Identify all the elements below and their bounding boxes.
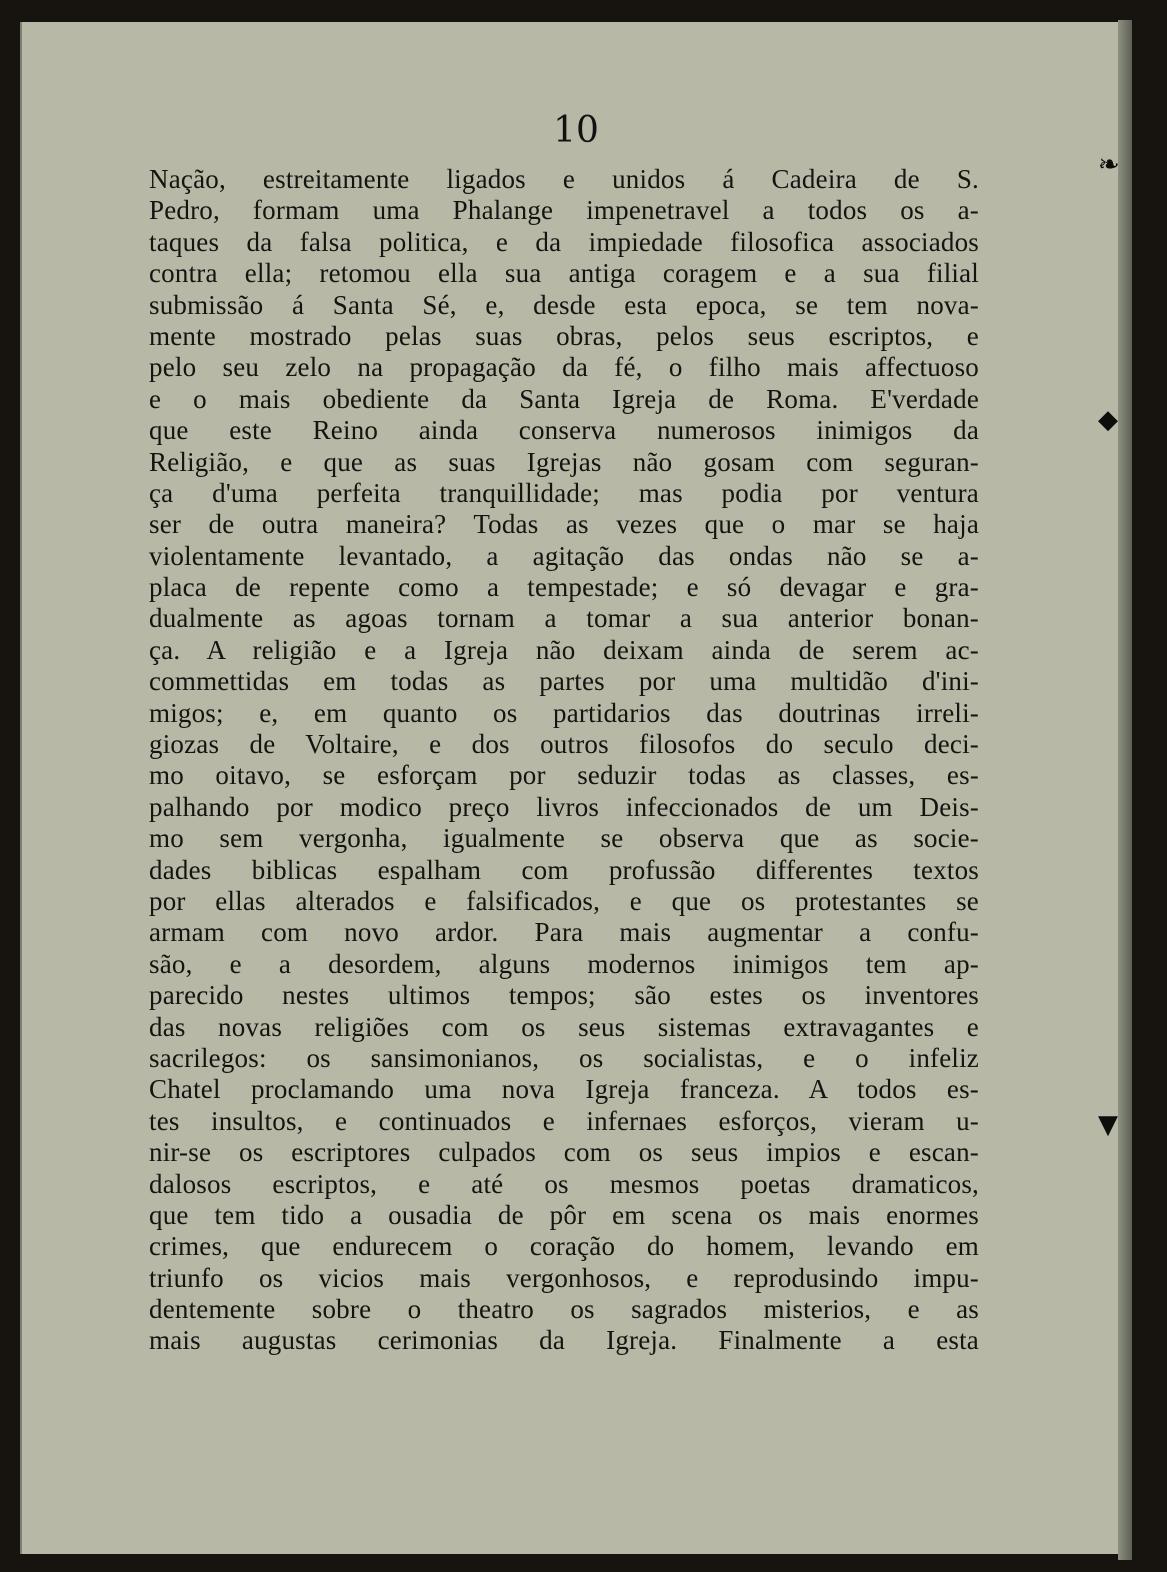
text-line: parecido nestes ultimos tempos; são estes os inventores [149,980,979,1011]
margin-mark: ▼ [1098,1110,1118,1140]
text-line: taques da falsa politica, e da impiedade filosofica associados [149,226,979,257]
text-line: Nação, estreitamente ligados e unidos á Cadeira de S. [149,164,979,194]
text-line: nir-se os escriptores culpados com os seus impios e escan- [149,1137,979,1168]
text-line: que tem tido a ousadia de pôr em scena os mais enormes [149,1199,979,1230]
text-line: placa de repente como a tempestade; e só devagar e gra- [149,572,979,603]
text-line: giozas de Voltaire, e dos outros filosofos do seculo deci- [149,729,979,760]
text-line: são, e a desordem, alguns modernos inimigos tem ap- [149,948,979,979]
text-line: submissão á Santa Sé, e, desde esta epoca, se tem nova- [149,289,979,320]
body-text [149,164,979,1357]
text-line: Pedro, formam uma Phalange impenetravel a todos os a- [149,195,979,226]
text-line: violentamente levantado, a agitação das ondas não se a- [149,540,979,571]
text-line: dentemente sobre o theatro os sagrados misterios, e as [149,1294,979,1325]
text-line: dades biblicas espalham com profussão differentes textos [149,854,979,885]
margin-mark: ❧ [1098,150,1120,180]
text-line: das novas religiões com os seus sistemas extravagantes e [149,1011,979,1042]
text-line: palhando por modico preço livros infeccionados de um Deis- [149,791,979,822]
text-line: mo sem vergonha, igualmente se observa que as socie- [149,823,979,854]
page-edge-shadow [1118,20,1132,1560]
document-page [20,22,1130,1554]
text-line: pelo seu zelo na propagação da fé, o filho mais affectuoso [149,352,979,383]
text-line: dalosos escriptos, e até os mesmos poetas dramaticos, [149,1168,979,1199]
text-line: tes insultos, e continuados e infernaes esforços, vieram u- [149,1105,979,1136]
text-line: mais augustas cerimonias da Igreja. Finalmente a esta [149,1325,979,1356]
text-line: ça. A religião e a Igreja não deixam ainda de serem ac- [149,634,979,665]
page-number: 10 [553,110,599,151]
text-line: ça d'uma perfeita tranquillidade; mas podia por ventura [149,477,979,508]
text-line: mo oitavo, se esforçam por seduzir todas as classes, es- [149,760,979,791]
text-line: Religião, e que as suas Igrejas não gosam com seguran- [149,446,979,477]
text-line: Chatel proclamando uma nova Igreja franceza. A todos es- [149,1074,979,1105]
text-line: sacrilegos: os sansimonianos, os socialistas, e o infeliz [149,1042,979,1073]
text-line: commettidas em todas as partes por uma multidão d'ini- [149,666,979,697]
text-line: ser de outra maneira? Todas as vezes que o mar se haja [149,509,979,540]
text-line: dualmente as agoas tornam a tomar a sua anterior bonan- [149,603,979,634]
text-line: migos; e, em quanto os partidarios das doutrinas irreli- [149,697,979,728]
text-line: e o mais obediente da Santa Igreja de Roma. E'verdade [149,383,979,414]
text-line: mente mostrado pelas suas obras, pelos seus escriptos, e [149,320,979,351]
margin-mark: ◆ [1098,405,1118,435]
text-line: por ellas alterados e falsificados, e que os protestantes se [149,885,979,916]
text-line: triunfo os vicios mais vergonhosos, e reprodusindo impu- [149,1262,979,1293]
text-line: crimes, que endurecem o coração do homem, levando em [149,1231,979,1262]
text-line: armam com novo ardor. Para mais augmentar a confu- [149,917,979,948]
text-line: que este Reino ainda conserva numerosos inimigos da [149,415,979,446]
text-line: contra ella; retomou ella sua antiga coragem e a sua filial [149,258,979,289]
